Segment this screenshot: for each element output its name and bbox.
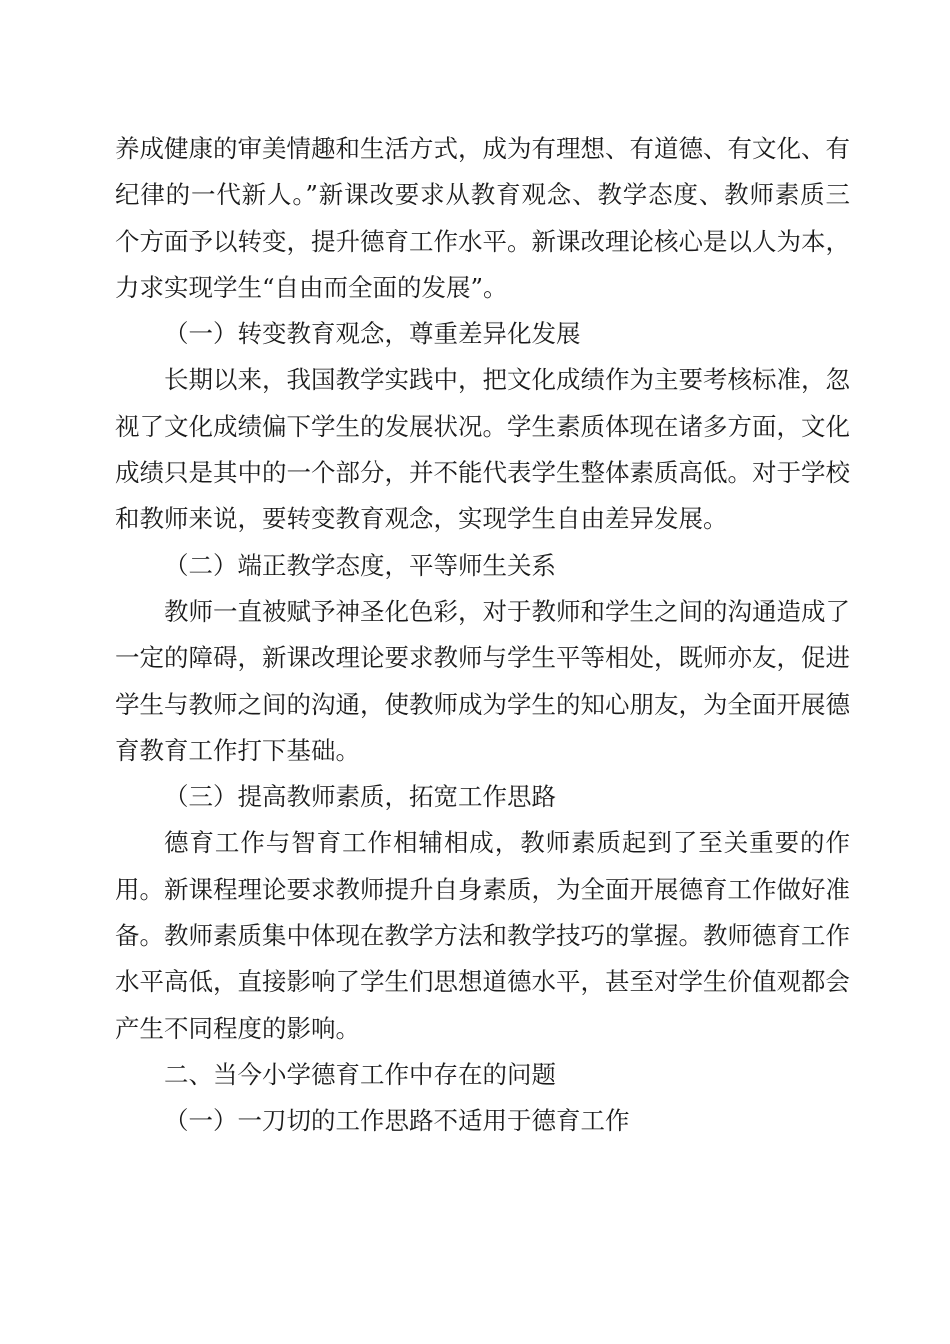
section-heading-teacher-quality: （三）提高教师素质，拓宽工作思路 bbox=[164, 782, 556, 812]
document-body bbox=[115, 126, 850, 1145]
section-heading-transform-concepts: （一）转变教育观念，尊重差异化发展 bbox=[164, 319, 581, 349]
section-heading-teaching-attitude: （二）端正教学态度，平等师生关系 bbox=[164, 550, 556, 580]
section-heading-existing-problems: 二、当今小学德育工作中存在的问题 bbox=[164, 1059, 556, 1089]
body-paragraph: 教师一直被赋予神圣化色彩，对于教师和学生之间的沟通造成了一定的障碍，新课改理论要求教师与学生平等相处，既师亦友，促进学生与教师之间的沟通，使教师成为学生的知心朋友，为全面开展德育教育工作打下基础。 bbox=[115, 596, 850, 765]
body-paragraph: 德育工作与智育工作相辅相成，教师素质起到了至关重要的作用。新课程理论要求教师提升自身素质，为全面开展德育工作做好准备。教师素质集中体现在教学方法和教学技巧的掌握。教师德育工作水平高低，直接影响了学生们思想道德水平，甚至对学生价值观都会产生不同程度的影响。 bbox=[115, 828, 850, 1043]
body-paragraph: 长期以来，我国教学实践中，把文化成绩作为主要考核标准，忽视了文化成绩偏下学生的发展状况。学生素质体现在诸多方面，文化成绩只是其中的一个部分，并不能代表学生整体素质高低。对于学校和教师来说，要转变教育观念，实现学生自由差异发展。 bbox=[115, 365, 850, 534]
section-heading-one-size-fits-all: （一）一刀切的工作思路不适用于德育工作 bbox=[164, 1106, 630, 1136]
body-paragraph-continued: 养成健康的审美情趣和生活方式，成为有理想、有道德、有文化、有纪律的一代新人。”新课改要求从教育观念、教学态度、教师素质三个方面予以转变，提升德育工作水平。新课改理论核心是以人为本，力求实现学生“自由而全面的发展”。 bbox=[115, 134, 850, 302]
